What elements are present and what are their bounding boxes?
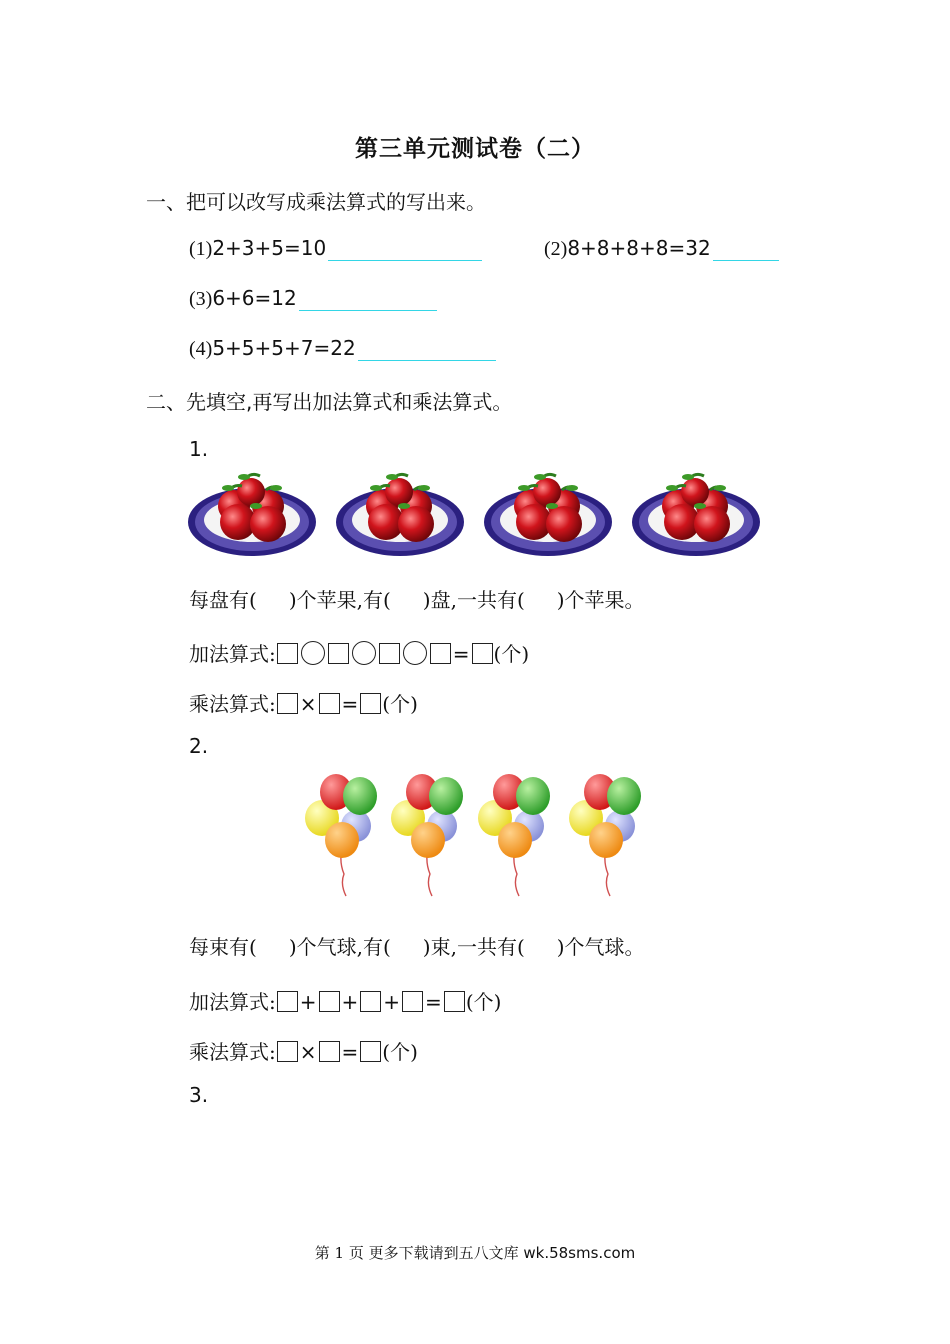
unit-label: (个) xyxy=(465,990,502,1014)
addition-label: 加法算式: xyxy=(189,642,276,666)
balloon-bunches-illustration xyxy=(300,768,650,900)
question-prefix: (3) xyxy=(189,288,213,310)
apple-plates-illustration xyxy=(186,470,766,565)
section-1-heading: 一、把可以改写成乘法算式的写出来。 xyxy=(146,190,486,214)
fill-text: )束,一共有( xyxy=(422,935,525,959)
fill-text: )盘,一共有( xyxy=(422,588,525,612)
question-2-1-addition xyxy=(189,638,529,667)
fill-text: )个苹果,有( xyxy=(288,588,391,612)
multiplication-label: 乘法算式: xyxy=(189,692,276,716)
plus-sign: + xyxy=(299,990,317,1014)
operator-circle[interactable] xyxy=(301,641,325,665)
answer-blank[interactable] xyxy=(358,338,496,361)
answer-blank[interactable] xyxy=(328,238,482,261)
equals-sign: = xyxy=(425,990,442,1014)
answer-box[interactable] xyxy=(402,991,423,1012)
equals-sign: = xyxy=(341,692,359,716)
answer-box[interactable] xyxy=(319,991,340,1012)
multiplication-label: 乘法算式: xyxy=(189,1040,276,1064)
times-sign: × xyxy=(299,1040,317,1064)
operator-circle[interactable] xyxy=(352,641,376,665)
question-2-2-addition xyxy=(189,986,501,1015)
question-2-1-fill-sentence xyxy=(189,584,645,613)
fill-text: )个气球,有( xyxy=(288,935,391,959)
equals-sign: = xyxy=(341,1040,359,1064)
question-2-2-number: 2. xyxy=(189,734,209,758)
question-expression: 6+6=12 xyxy=(212,286,297,310)
answer-box[interactable] xyxy=(444,991,465,1012)
question-expression: 5+5+5+7=22 xyxy=(212,336,356,360)
answer-box[interactable] xyxy=(319,693,340,714)
question-2-2-multiplication xyxy=(189,1036,418,1065)
answer-blank[interactable] xyxy=(299,288,437,311)
question-prefix: (1) xyxy=(189,238,213,260)
fill-text: )个苹果。 xyxy=(556,588,645,612)
answer-blank[interactable] xyxy=(713,238,779,261)
question-2-1-multiplication xyxy=(189,688,418,717)
answer-box[interactable] xyxy=(360,991,381,1012)
fill-text: 每束有( xyxy=(189,935,257,959)
operator-circle[interactable] xyxy=(403,641,427,665)
question-prefix: (2) xyxy=(544,238,568,260)
footer-text: 第 1 页 更多下载请到五八文库 xyxy=(314,1244,524,1262)
answer-box[interactable] xyxy=(379,643,400,664)
footer-site-link[interactable]: wk.58sms.com xyxy=(523,1244,636,1262)
answer-box[interactable] xyxy=(277,643,298,664)
answer-box[interactable] xyxy=(430,643,451,664)
question-1-3 xyxy=(189,286,437,311)
answer-box[interactable] xyxy=(277,1041,298,1062)
answer-box[interactable] xyxy=(328,643,349,664)
plus-sign: + xyxy=(383,990,401,1014)
section-2-heading: 二、先填空,再写出加法算式和乘法算式。 xyxy=(146,390,513,414)
unit-label: (个) xyxy=(382,692,418,716)
times-sign: × xyxy=(299,692,317,716)
plus-sign: + xyxy=(341,990,359,1014)
answer-box[interactable] xyxy=(277,693,298,714)
question-1-4 xyxy=(189,336,496,361)
answer-box[interactable] xyxy=(472,643,493,664)
fill-text: )个气球。 xyxy=(556,935,645,959)
question-2-3-number: 3. xyxy=(189,1083,209,1107)
balloon-bunch-icon xyxy=(305,774,377,896)
question-prefix: (4) xyxy=(189,338,213,360)
question-expression: 2+3+5=10 xyxy=(212,236,327,260)
unit-label: (个) xyxy=(493,642,530,666)
unit-label: (个) xyxy=(382,1040,418,1064)
answer-box[interactable] xyxy=(360,693,381,714)
answer-box[interactable] xyxy=(319,1041,340,1062)
page-footer xyxy=(0,1242,950,1263)
answer-box[interactable] xyxy=(360,1041,381,1062)
fill-text: 每盘有( xyxy=(189,588,257,612)
question-1-2 xyxy=(544,236,779,261)
equals-sign: = xyxy=(452,642,470,666)
question-expression: 8+8+8+8=32 xyxy=(567,236,711,260)
question-2-1-number: 1. xyxy=(189,437,209,461)
page-title: 第三单元测试卷（二） xyxy=(355,135,595,162)
addition-label: 加法算式: xyxy=(189,990,276,1014)
question-1-1 xyxy=(189,236,482,261)
answer-box[interactable] xyxy=(277,991,298,1012)
question-2-2-fill-sentence xyxy=(189,931,645,960)
apple-plate-icon xyxy=(188,474,316,556)
